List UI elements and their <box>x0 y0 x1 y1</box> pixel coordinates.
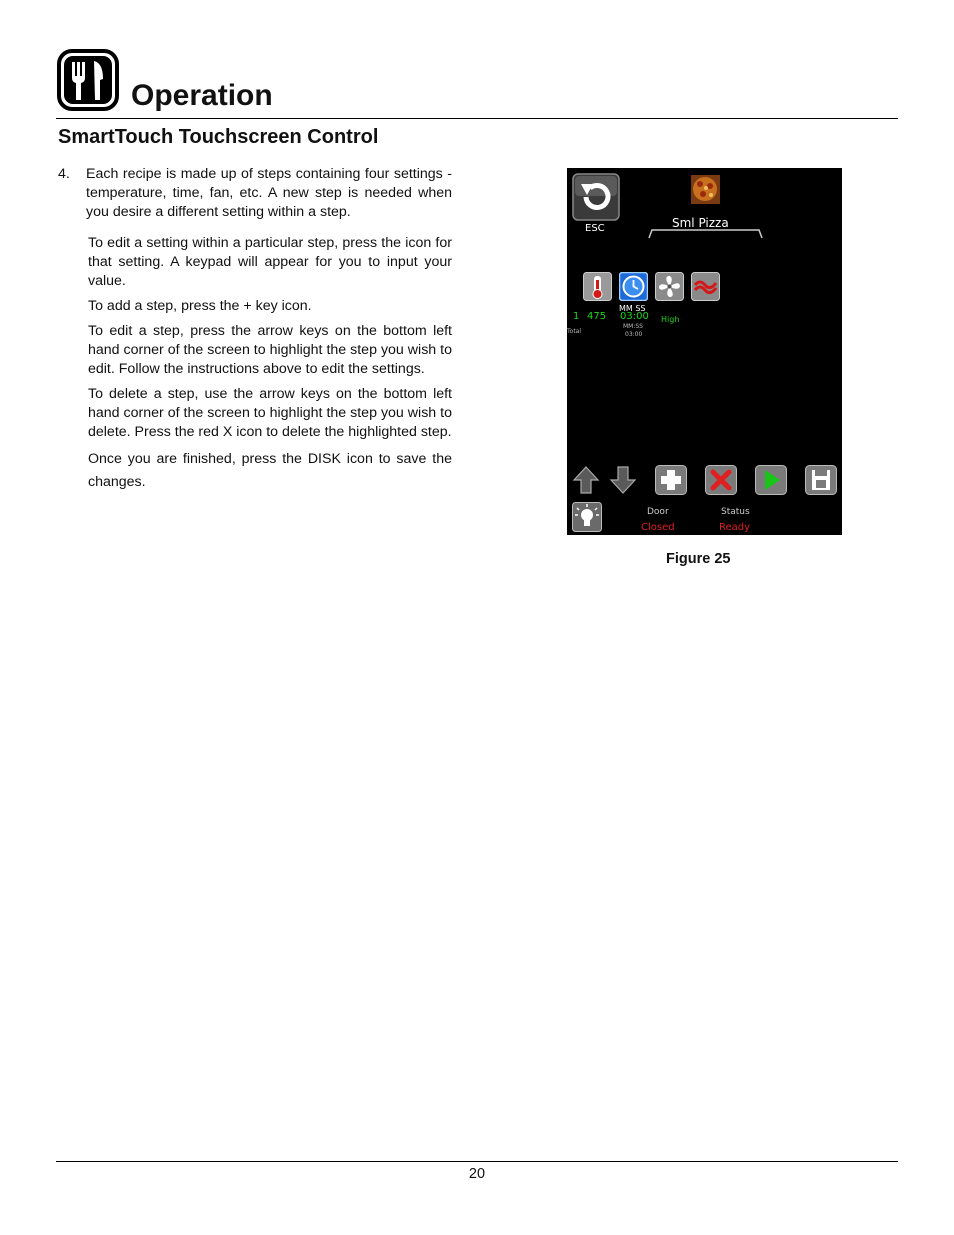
fork-knife-icon <box>57 49 119 111</box>
delete-step-button[interactable] <box>705 465 737 495</box>
step-number: 1 <box>573 311 580 322</box>
footer-rule <box>56 1161 898 1162</box>
section-title: SmartTouch Touchscreen Control <box>58 126 379 148</box>
step-number: 4. <box>58 166 70 182</box>
total-time-header: MM:SS <box>623 323 643 330</box>
light-bulb-icon <box>572 502 602 532</box>
recipe-image[interactable] <box>691 175 720 204</box>
figure-caption: Figure 25 <box>666 551 731 567</box>
red-x-icon <box>705 465 737 495</box>
paragraph-edit-setting: To edit a setting within a particular step, press the icon for that setting. A keypad will appear for you to input your value. <box>88 235 452 289</box>
time-header: MM SS <box>619 304 646 313</box>
esc-button[interactable] <box>572 173 620 221</box>
paragraph-add-step: To add a step, press the + key icon. <box>88 298 312 314</box>
instructions <box>56 165 452 500</box>
heat-element-icon <box>691 272 720 301</box>
recipe-name: Sml Pizza <box>672 216 729 230</box>
heat-button[interactable] <box>691 272 720 301</box>
header-rule <box>56 118 898 119</box>
paragraph-save: Once you are finished, press the DISK icon to save the changes. <box>88 451 452 490</box>
fan-icon <box>655 272 684 301</box>
save-button[interactable] <box>805 465 837 495</box>
door-status: Closed <box>641 522 675 533</box>
add-step-button[interactable] <box>655 465 687 495</box>
touchscreen-figure <box>567 168 842 535</box>
disk-icon <box>805 465 837 495</box>
thermometer-icon <box>583 272 612 301</box>
pizza-icon <box>691 175 720 204</box>
temperature-button[interactable] <box>583 272 612 301</box>
arrow-down-icon <box>609 465 637 495</box>
page-title: Operation <box>131 79 273 112</box>
undo-arrow-icon <box>572 173 620 221</box>
total-label: Total <box>567 328 582 335</box>
step-text: Each recipe is made up of steps containing four settings - temperature, time, fan, etc. A new step is needed when you desire a different setting within a step. <box>86 166 452 220</box>
paragraph-delete-step: To delete a step, use the arrow keys on the bottom left hand corner of the screen to highlight the step you wish to delete. Press the red X icon to delete the highlighted step. <box>88 386 452 440</box>
play-icon <box>755 465 787 495</box>
door-label: Door <box>647 507 669 517</box>
paragraph-edit-step: To edit a step, press the arrow keys on the bottom left hand corner of the screen to highlight the step you wish to edit. Follow the instructions above to edit the settings. <box>88 323 452 377</box>
step-temperature: 475 <box>587 311 607 322</box>
clock-icon <box>619 272 648 301</box>
esc-label: ESC <box>585 223 605 234</box>
arrow-up-button[interactable] <box>572 465 600 495</box>
total-time-value: 03:00 <box>625 331 643 338</box>
step-time: 03:00 <box>620 311 649 322</box>
status-value: Ready <box>719 522 751 533</box>
start-button[interactable] <box>755 465 787 495</box>
step-fan: High <box>661 315 680 324</box>
step-item <box>56 165 452 222</box>
plus-icon <box>655 465 687 495</box>
time-button[interactable] <box>619 272 648 301</box>
fan-button[interactable] <box>655 272 684 301</box>
status-label: Status <box>721 507 750 517</box>
arrow-down-button[interactable] <box>609 465 637 495</box>
page-number: 20 <box>468 1166 486 1182</box>
arrow-up-icon <box>572 465 600 495</box>
light-button[interactable] <box>572 502 602 532</box>
